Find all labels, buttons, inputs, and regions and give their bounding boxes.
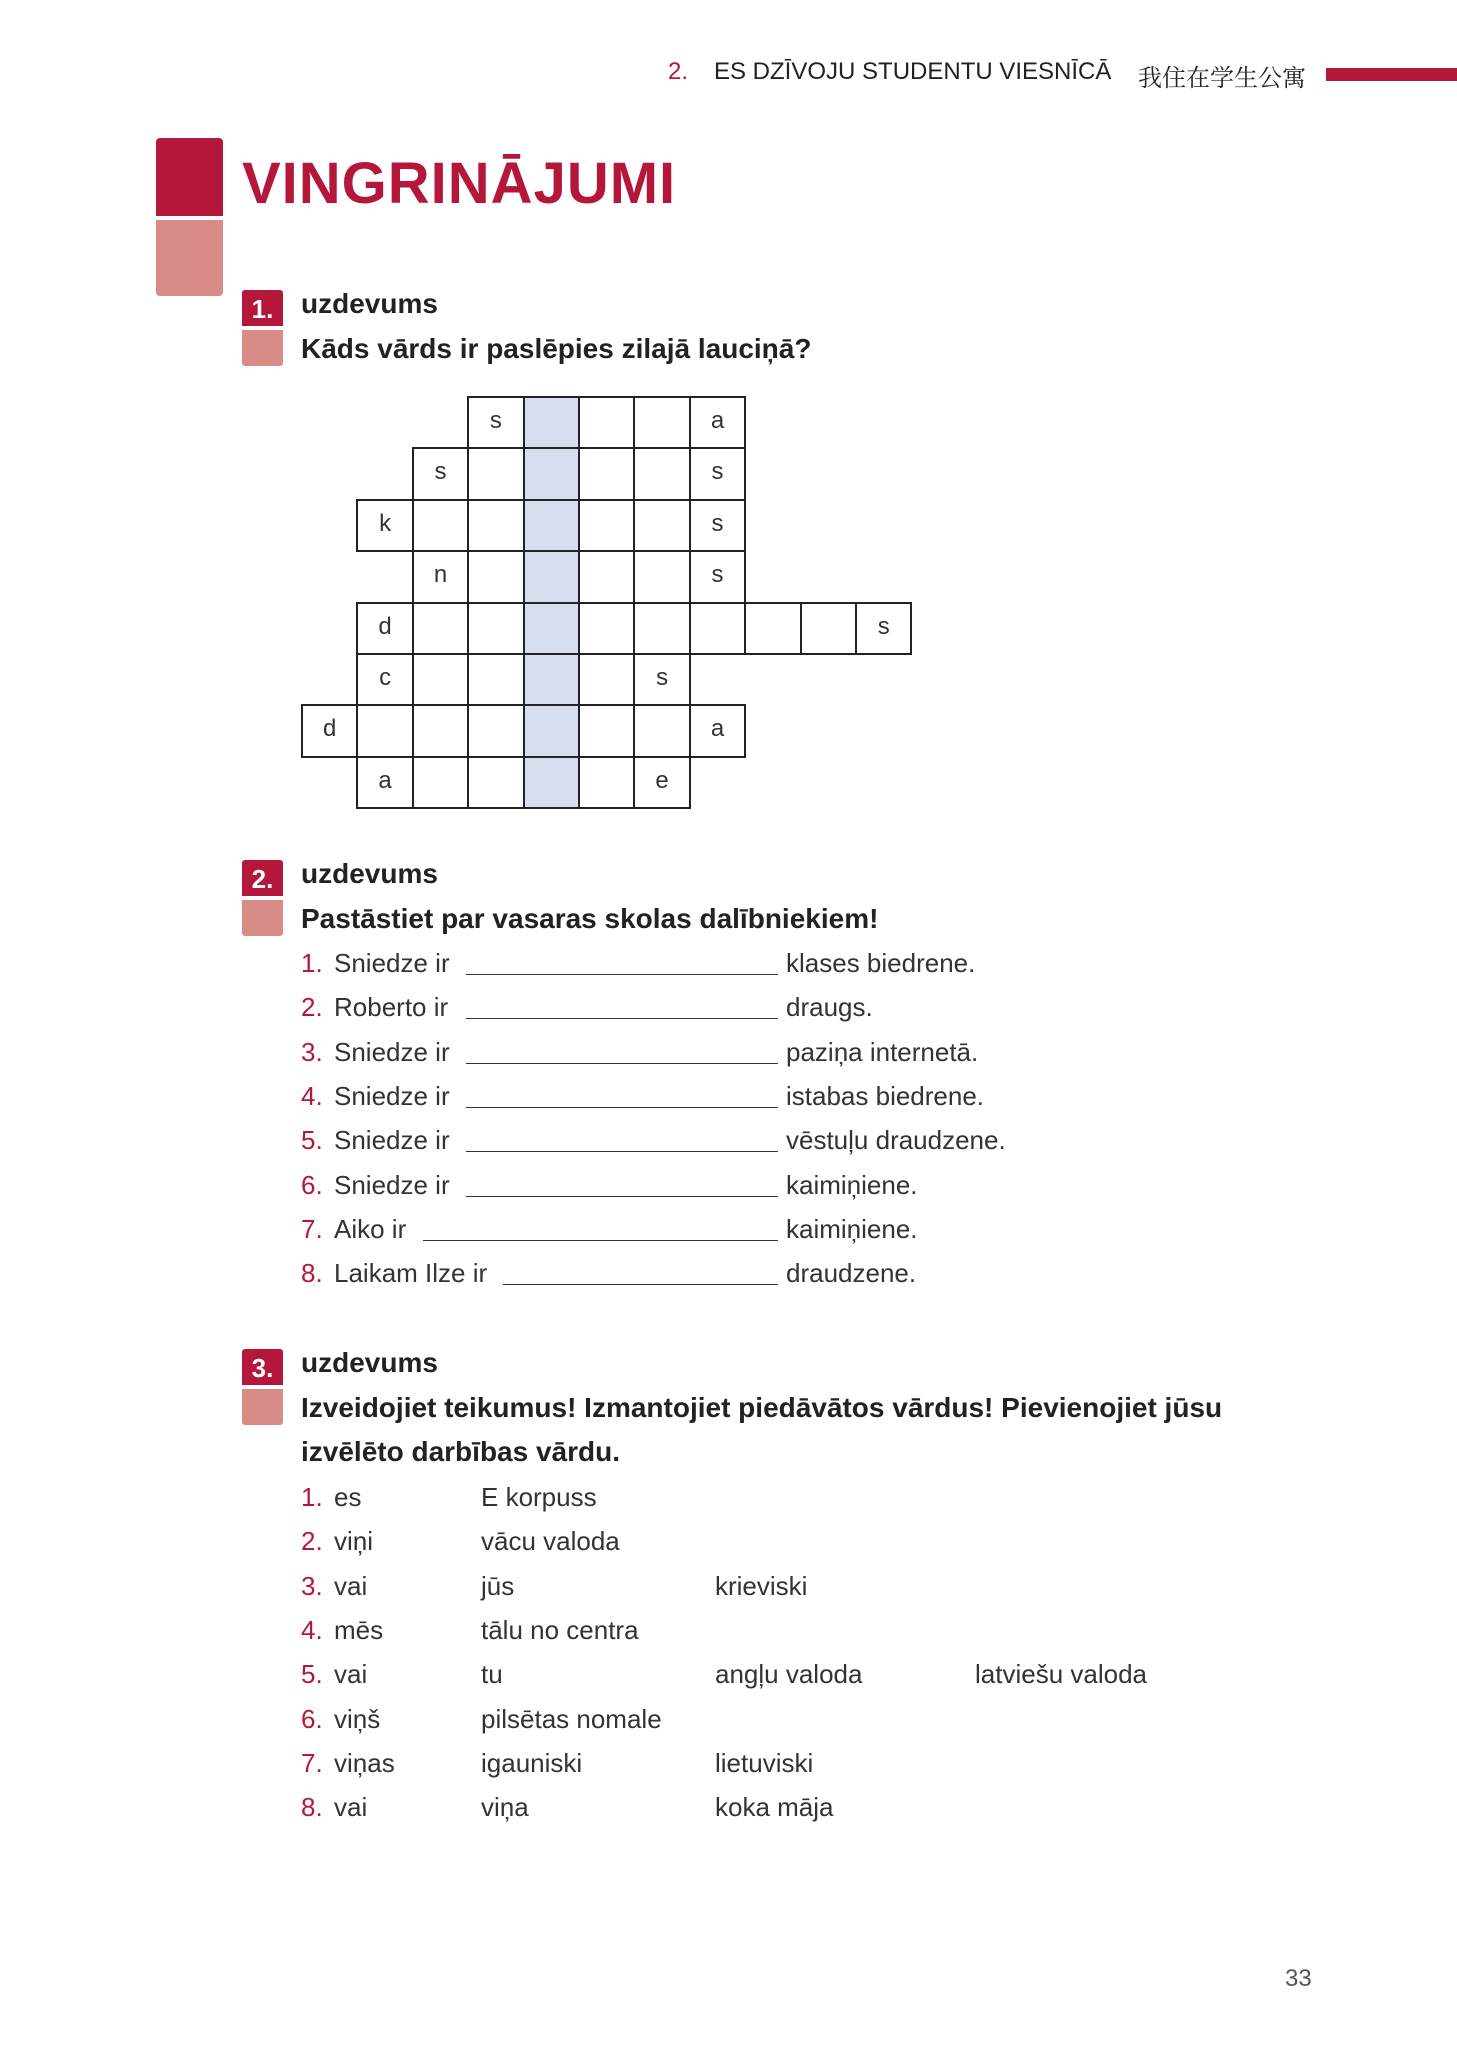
- item-number: 1.: [301, 1482, 323, 1512]
- task3-label: uzdevums: [301, 1347, 438, 1378]
- crossword-cell[interactable]: [633, 499, 690, 552]
- crossword-cell[interactable]: [578, 396, 635, 449]
- task2-badge-decor: [242, 900, 283, 936]
- crossword-cell[interactable]: [578, 602, 635, 655]
- word-cue: vai: [334, 1659, 368, 1690]
- item-text-after: istabas biedrene.: [786, 1080, 985, 1111]
- task3-item: [301, 1652, 1201, 1696]
- crossword-cell[interactable]: k: [356, 499, 413, 552]
- task2-item: [301, 985, 1101, 1029]
- item-text-after: draugs.: [786, 992, 873, 1023]
- word-cue: viņi: [334, 1526, 374, 1557]
- page-title: VINGRINĀJUMI: [242, 151, 677, 216]
- answer-blank[interactable]: [466, 1018, 778, 1019]
- word-cue: tu: [481, 1659, 503, 1690]
- crossword-cell[interactable]: s: [467, 396, 524, 449]
- word-cue: viņa: [481, 1792, 529, 1823]
- crossword-cell-highlighted[interactable]: [523, 396, 580, 449]
- item-number: 3.: [301, 1570, 323, 1601]
- item-number: 1.: [301, 948, 323, 978]
- answer-blank[interactable]: [466, 1151, 778, 1152]
- item-number: 5.: [301, 1125, 323, 1156]
- crossword-cell[interactable]: d: [356, 602, 413, 655]
- item-text-after: klases biedrene.: [786, 948, 976, 978]
- crossword-cell[interactable]: [467, 653, 524, 706]
- item-text-before: Sniedze ir: [334, 948, 450, 978]
- chapter-title: ES DZĪVOJU STUDENTU VIESNĪCĀ: [714, 58, 1112, 85]
- item-text-before: Laikam Ilze ir: [334, 1258, 488, 1289]
- crossword-cell[interactable]: [467, 602, 524, 655]
- task3-item: [301, 1475, 1201, 1519]
- crossword-cell-highlighted[interactable]: [523, 499, 580, 552]
- item-text-before: Sniedze ir: [334, 1080, 450, 1111]
- word-cue: vai: [334, 1792, 368, 1823]
- word-cue: es: [334, 1482, 362, 1512]
- task2-item: [301, 1163, 1101, 1207]
- task3-item: [301, 1697, 1201, 1741]
- word-cue: tālu no centra: [481, 1614, 639, 1645]
- crossword-cell[interactable]: [800, 602, 857, 655]
- item-text-before: Sniedze ir: [334, 1125, 450, 1156]
- word-cue: igauniski: [481, 1747, 583, 1778]
- word-cue: vai: [334, 1570, 368, 1601]
- crossword-cell[interactable]: s: [855, 602, 912, 655]
- crossword-cell[interactable]: [467, 756, 524, 809]
- crossword-cell[interactable]: [467, 447, 524, 500]
- word-cue: mēs: [334, 1614, 384, 1645]
- task3-item: [301, 1519, 1201, 1563]
- crossword-cell[interactable]: a: [356, 756, 413, 809]
- answer-blank[interactable]: [423, 1240, 778, 1241]
- task1-badge-decor: [242, 330, 283, 366]
- item-text-before: Aiko ir: [334, 1213, 407, 1244]
- crossword-cell[interactable]: a: [689, 704, 746, 757]
- chapter-number: 2.: [668, 58, 689, 85]
- task3-item: [301, 1785, 1201, 1829]
- item-number: 8.: [301, 1258, 323, 1289]
- crossword-cell[interactable]: s: [633, 653, 690, 706]
- task2-item: [301, 1030, 1101, 1074]
- crossword-cell-highlighted[interactable]: [523, 653, 580, 706]
- crossword-cell[interactable]: s: [689, 499, 746, 552]
- crossword-cell[interactable]: [412, 756, 469, 809]
- crossword-cell-highlighted[interactable]: [523, 704, 580, 757]
- answer-blank[interactable]: [466, 974, 778, 975]
- item-number: 7.: [301, 1213, 323, 1244]
- crossword-cell-highlighted[interactable]: [523, 602, 580, 655]
- task2-label: uzdevums: [301, 858, 438, 889]
- answer-blank[interactable]: [503, 1284, 778, 1285]
- crossword-cell[interactable]: s: [689, 447, 746, 500]
- item-text-before: Roberto ir: [334, 992, 449, 1023]
- item-number: 8.: [301, 1792, 323, 1823]
- crossword-cell[interactable]: n: [412, 550, 469, 603]
- word-cue: viņas: [334, 1747, 395, 1778]
- item-number: 2.: [301, 1526, 323, 1557]
- word-cue: krieviski: [715, 1570, 808, 1601]
- item-number: 7.: [301, 1747, 323, 1778]
- crossword-cell-highlighted[interactable]: [523, 756, 580, 809]
- item-number: 5.: [301, 1659, 323, 1690]
- crossword-cell[interactable]: [578, 499, 635, 552]
- item-number: 2.: [301, 992, 323, 1023]
- word-cue: E korpuss: [481, 1482, 597, 1512]
- crossword-cell[interactable]: [578, 550, 635, 603]
- task3-instruction-line2: izvēlēto darbības vārdu.: [301, 1436, 620, 1467]
- answer-blank[interactable]: [466, 1196, 778, 1197]
- item-text-before: Sniedze ir: [334, 1169, 450, 1200]
- crossword-cell[interactable]: s: [689, 550, 746, 603]
- crossword-cell[interactable]: [633, 704, 690, 757]
- crossword-cell[interactable]: [412, 602, 469, 655]
- crossword-cell[interactable]: [578, 704, 635, 757]
- crossword-cell[interactable]: [633, 396, 690, 449]
- word-cue: latviešu valoda: [975, 1659, 1147, 1690]
- title-block-light: [156, 220, 223, 296]
- word-cue: vācu valoda: [481, 1526, 620, 1557]
- crossword-cell[interactable]: a: [689, 396, 746, 449]
- crossword-cell-highlighted[interactable]: [523, 447, 580, 500]
- crossword-cell[interactable]: [744, 602, 801, 655]
- crossword-cell[interactable]: s: [412, 447, 469, 500]
- word-cue: angļu valoda: [715, 1659, 863, 1690]
- crossword-cell[interactable]: [578, 447, 635, 500]
- crossword-cell[interactable]: [633, 602, 690, 655]
- task1-instruction: Kāds vārds ir paslēpies zilajā lauciņā?: [301, 333, 812, 364]
- answer-blank[interactable]: [466, 1063, 778, 1064]
- answer-blank[interactable]: [466, 1107, 778, 1108]
- crossword-cell[interactable]: [578, 653, 635, 706]
- word-cue: pilsētas nomale: [481, 1703, 662, 1734]
- title-block-dark: [156, 138, 223, 216]
- item-text-after: paziņa internetā.: [786, 1036, 979, 1067]
- word-cue: viņš: [334, 1703, 381, 1734]
- crossword-cell[interactable]: [633, 550, 690, 603]
- task3-item: [301, 1608, 1201, 1652]
- crossword-cell[interactable]: e: [633, 756, 690, 809]
- crossword-cell[interactable]: [412, 704, 469, 757]
- crossword-cell[interactable]: [467, 704, 524, 757]
- task2-badge: 2.: [242, 860, 283, 896]
- crossword-cell[interactable]: [689, 602, 746, 655]
- word-cue: jūs: [481, 1570, 515, 1601]
- crossword-cell[interactable]: [578, 756, 635, 809]
- crossword-cell[interactable]: [467, 499, 524, 552]
- task2-instruction: Pastāstiet par vasaras skolas dalībniekiem!: [301, 903, 879, 934]
- item-number: 4.: [301, 1614, 323, 1645]
- chapter-title-zh: 我住在学生公寓: [1138, 65, 1306, 92]
- header-accent-bar: [1326, 68, 1457, 81]
- task1-label: uzdevums: [301, 288, 438, 319]
- task3-item: [301, 1564, 1201, 1608]
- task3-item: [301, 1741, 1201, 1785]
- task1-badge: 1.: [242, 290, 283, 326]
- task2-item: [301, 1074, 1101, 1118]
- item-number: 4.: [301, 1080, 323, 1111]
- item-number: 6.: [301, 1169, 323, 1200]
- crossword-cell[interactable]: c: [356, 653, 413, 706]
- word-cue: lietuviski: [715, 1747, 814, 1778]
- task3-badge: 3.: [242, 1349, 283, 1385]
- crossword-cell-highlighted[interactable]: [523, 550, 580, 603]
- page-number: 33: [1285, 1965, 1312, 1992]
- item-text-after: draudzene.: [786, 1258, 917, 1289]
- item-number: 6.: [301, 1703, 323, 1734]
- item-number: 3.: [301, 1036, 323, 1067]
- word-cue: koka māja: [715, 1792, 834, 1823]
- item-text-after: kaimiņiene.: [786, 1213, 918, 1244]
- crossword-cell[interactable]: [467, 550, 524, 603]
- item-text-before: Sniedze ir: [334, 1036, 450, 1067]
- crossword-cell[interactable]: [412, 499, 469, 552]
- crossword-cell[interactable]: d: [301, 704, 358, 757]
- task2-item: [301, 1118, 1101, 1162]
- item-text-after: vēstuļu draudzene.: [786, 1125, 1006, 1156]
- crossword-cell[interactable]: [633, 447, 690, 500]
- task2-item: [301, 1251, 1101, 1295]
- item-text-after: kaimiņiene.: [786, 1169, 918, 1200]
- task3-badge-decor: [242, 1389, 283, 1425]
- task2-item: [301, 941, 1101, 985]
- crossword-cell[interactable]: [356, 704, 413, 757]
- task3-instruction-line1: Izveidojiet teikumus! Izmantojiet piedāvātos vārdus! Pievienojiet jūsu: [301, 1392, 1223, 1423]
- task2-item: [301, 1207, 1101, 1251]
- crossword-cell[interactable]: [412, 653, 469, 706]
